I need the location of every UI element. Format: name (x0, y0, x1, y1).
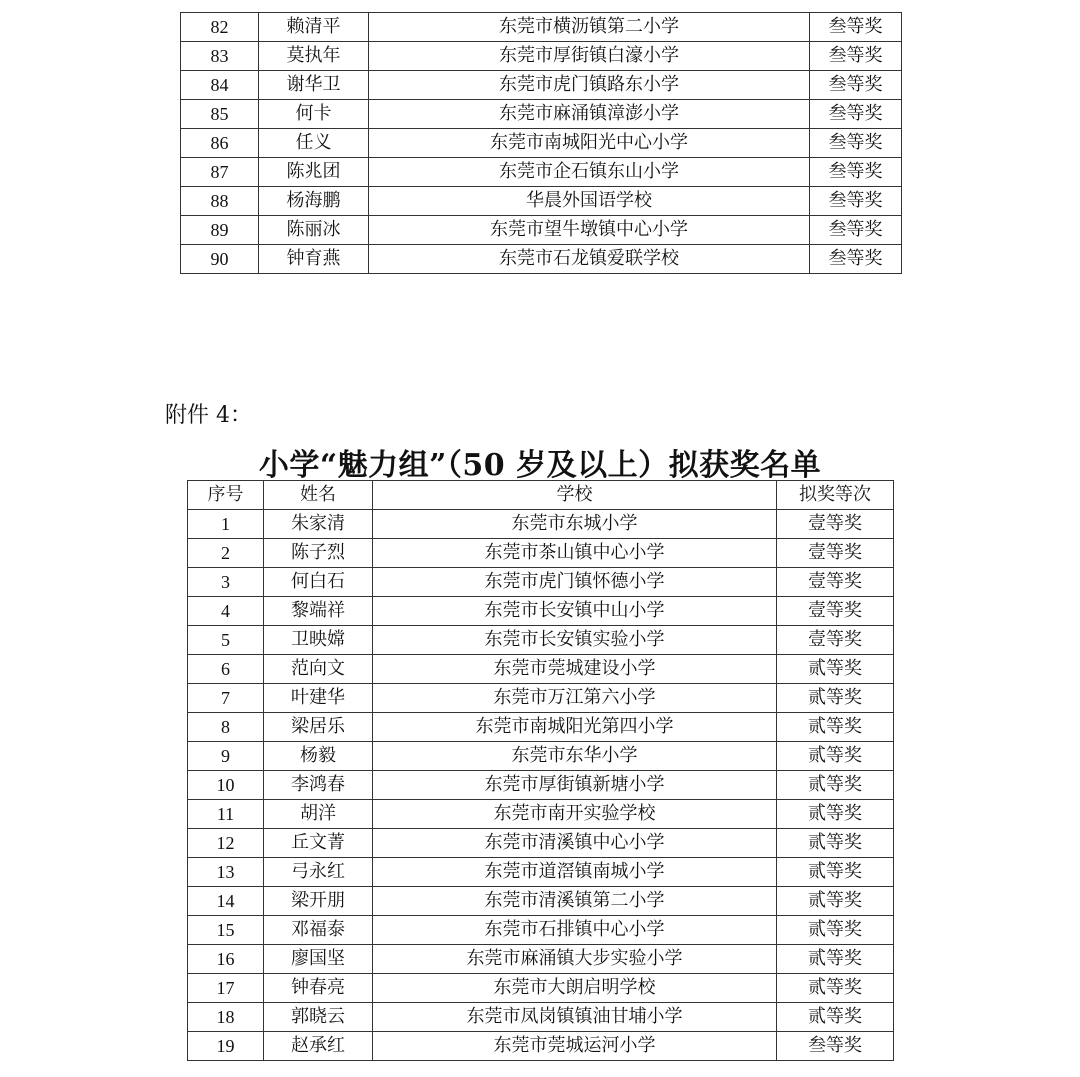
cell-number: 87 (181, 158, 259, 187)
cell-award: 叁等奖 (810, 100, 902, 129)
table-row (188, 1032, 894, 1061)
cell-name: 谢华卫 (259, 71, 369, 100)
cell-award: 壹等奖 (777, 539, 894, 568)
cell-school: 东莞市莞城运河小学 (373, 1032, 777, 1061)
cell-award: 贰等奖 (777, 713, 894, 742)
cell-number: 15 (188, 916, 264, 945)
table-row (188, 510, 894, 539)
cell-school: 东莞市麻涌镇漳澎小学 (369, 100, 810, 129)
award-table (187, 480, 894, 1061)
cell-award: 贰等奖 (777, 945, 894, 974)
cell-school: 东莞市厚街镇白濠小学 (369, 42, 810, 71)
cell-number: 85 (181, 100, 259, 129)
cell-number: 2 (188, 539, 264, 568)
cell-school: 东莞市茶山镇中心小学 (373, 539, 777, 568)
cell-number: 4 (188, 597, 264, 626)
cell-name: 钟育燕 (259, 245, 369, 274)
cell-award: 贰等奖 (777, 829, 894, 858)
cell-name: 钟春亮 (264, 974, 373, 1003)
table-row (188, 974, 894, 1003)
cell-award: 叁等奖 (810, 187, 902, 216)
cell-award: 壹等奖 (777, 568, 894, 597)
table-row (188, 742, 894, 771)
cell-name: 胡洋 (264, 800, 373, 829)
table-row (188, 539, 894, 568)
cell-name: 何白石 (264, 568, 373, 597)
table-row (188, 771, 894, 800)
cell-school: 东莞市石排镇中心小学 (373, 916, 777, 945)
cell-award: 叁等奖 (810, 71, 902, 100)
cell-school: 东莞市厚街镇新塘小学 (373, 771, 777, 800)
cell-award: 壹等奖 (777, 597, 894, 626)
cell-award: 叁等奖 (810, 216, 902, 245)
cell-school: 东莞市麻涌镇大步实验小学 (373, 945, 777, 974)
cell-award: 叁等奖 (810, 245, 902, 274)
cell-school: 东莞市虎门镇路东小学 (369, 71, 810, 100)
cell-school: 东莞市南开实验学校 (373, 800, 777, 829)
cell-name: 弓永红 (264, 858, 373, 887)
cell-number: 12 (188, 829, 264, 858)
cell-name: 陈兆团 (259, 158, 369, 187)
cell-number: 9 (188, 742, 264, 771)
cell-number: 88 (181, 187, 259, 216)
cell-school: 东莞市虎门镇怀德小学 (373, 568, 777, 597)
cell-name: 黎端祥 (264, 597, 373, 626)
table-row (188, 655, 894, 684)
cell-number: 3 (188, 568, 264, 597)
cell-school: 东莞市长安镇实验小学 (373, 626, 777, 655)
cell-award: 贰等奖 (777, 916, 894, 945)
cell-name: 郭晓云 (264, 1003, 373, 1032)
cell-name: 丘文菁 (264, 829, 373, 858)
table-row (188, 916, 894, 945)
cell-name: 朱家清 (264, 510, 373, 539)
cell-name: 李鸿春 (264, 771, 373, 800)
table-row (181, 100, 902, 129)
cell-school: 东莞市清溪镇第二小学 (373, 887, 777, 916)
cell-school: 东莞市望牛墩镇中心小学 (369, 216, 810, 245)
cell-award: 贰等奖 (777, 771, 894, 800)
cell-school: 东莞市长安镇中山小学 (373, 597, 777, 626)
table-row (181, 13, 902, 42)
cell-name: 邓福泰 (264, 916, 373, 945)
cell-name: 陈子烈 (264, 539, 373, 568)
header-school: 学校 (373, 481, 777, 510)
cell-number: 5 (188, 626, 264, 655)
cell-number: 8 (188, 713, 264, 742)
cell-name: 廖国坚 (264, 945, 373, 974)
table-row (181, 216, 902, 245)
table-row (181, 158, 902, 187)
cell-name: 梁居乐 (264, 713, 373, 742)
document-title: 小学“魅力组”（50 岁及以上）拟获奖名单 (258, 448, 822, 483)
cell-name: 卫映嫦 (264, 626, 373, 655)
table-row (188, 713, 894, 742)
cell-number: 6 (188, 655, 264, 684)
cell-school: 东莞市清溪镇中心小学 (373, 829, 777, 858)
cell-award: 叁等奖 (810, 158, 902, 187)
cell-school: 东莞市凤岗镇镇油甘埔小学 (373, 1003, 777, 1032)
table-row (188, 568, 894, 597)
cell-award: 贰等奖 (777, 1003, 894, 1032)
cell-name: 赵承红 (264, 1032, 373, 1061)
cell-number: 19 (188, 1032, 264, 1061)
table-row (188, 684, 894, 713)
cell-school: 东莞市石龙镇爱联学校 (369, 245, 810, 274)
cell-name: 杨毅 (264, 742, 373, 771)
cell-school: 东莞市道滘镇南城小学 (373, 858, 777, 887)
cell-school: 东莞市东华小学 (373, 742, 777, 771)
cell-number: 7 (188, 684, 264, 713)
cell-school: 华晨外国语学校 (369, 187, 810, 216)
award-table-body (188, 510, 894, 1061)
cell-school: 东莞市横沥镇第二小学 (369, 13, 810, 42)
cell-award: 贰等奖 (777, 858, 894, 887)
cell-name: 任义 (259, 129, 369, 158)
table-row (181, 42, 902, 71)
cell-number: 89 (181, 216, 259, 245)
cell-school: 东莞市企石镇东山小学 (369, 158, 810, 187)
cell-award: 贰等奖 (777, 800, 894, 829)
cell-number: 13 (188, 858, 264, 887)
cell-award: 贰等奖 (777, 742, 894, 771)
header-name: 姓名 (264, 481, 373, 510)
cell-award: 叁等奖 (810, 13, 902, 42)
cell-name: 莫执年 (259, 42, 369, 71)
header-award: 拟奖等次 (777, 481, 894, 510)
award-table-continued (180, 12, 902, 274)
cell-number: 17 (188, 974, 264, 1003)
cell-name: 杨海鹏 (259, 187, 369, 216)
table-row (181, 187, 902, 216)
cell-award: 叁等奖 (810, 129, 902, 158)
table-row (188, 597, 894, 626)
cell-school: 东莞市南城阳光第四小学 (373, 713, 777, 742)
table-row (188, 800, 894, 829)
cell-number: 16 (188, 945, 264, 974)
cell-number: 14 (188, 887, 264, 916)
cell-name: 叶建华 (264, 684, 373, 713)
table-row (181, 245, 902, 274)
table-header-row (188, 481, 894, 510)
cell-school: 东莞市万江第六小学 (373, 684, 777, 713)
cell-award: 叁等奖 (777, 1032, 894, 1061)
cell-award: 贰等奖 (777, 974, 894, 1003)
cell-school: 东莞市南城阳光中心小学 (369, 129, 810, 158)
cell-number: 11 (188, 800, 264, 829)
cell-award: 壹等奖 (777, 626, 894, 655)
cell-name: 梁开朋 (264, 887, 373, 916)
table-row (181, 71, 902, 100)
award-table-continued-body (181, 13, 902, 274)
header-no: 序号 (188, 481, 264, 510)
cell-award: 贰等奖 (777, 684, 894, 713)
cell-number: 90 (181, 245, 259, 274)
cell-number: 1 (188, 510, 264, 539)
attachment-label: 附件 4： (165, 403, 252, 428)
cell-number: 83 (181, 42, 259, 71)
cell-name: 陈丽冰 (259, 216, 369, 245)
cell-number: 18 (188, 1003, 264, 1032)
cell-award: 叁等奖 (810, 42, 902, 71)
cell-award: 壹等奖 (777, 510, 894, 539)
table-row (188, 626, 894, 655)
cell-school: 东莞市东城小学 (373, 510, 777, 539)
cell-number: 84 (181, 71, 259, 100)
cell-name: 范向文 (264, 655, 373, 684)
cell-school: 东莞市大朗启明学校 (373, 974, 777, 1003)
cell-number: 10 (188, 771, 264, 800)
cell-school: 东莞市莞城建设小学 (373, 655, 777, 684)
cell-number: 86 (181, 129, 259, 158)
cell-number: 82 (181, 13, 259, 42)
cell-name: 何卡 (259, 100, 369, 129)
cell-award: 贰等奖 (777, 887, 894, 916)
table-row (188, 829, 894, 858)
table-row (188, 945, 894, 974)
table-row (188, 858, 894, 887)
table-row (188, 887, 894, 916)
cell-award: 贰等奖 (777, 655, 894, 684)
cell-name: 赖清平 (259, 13, 369, 42)
table-row (188, 1003, 894, 1032)
table-row (181, 129, 902, 158)
